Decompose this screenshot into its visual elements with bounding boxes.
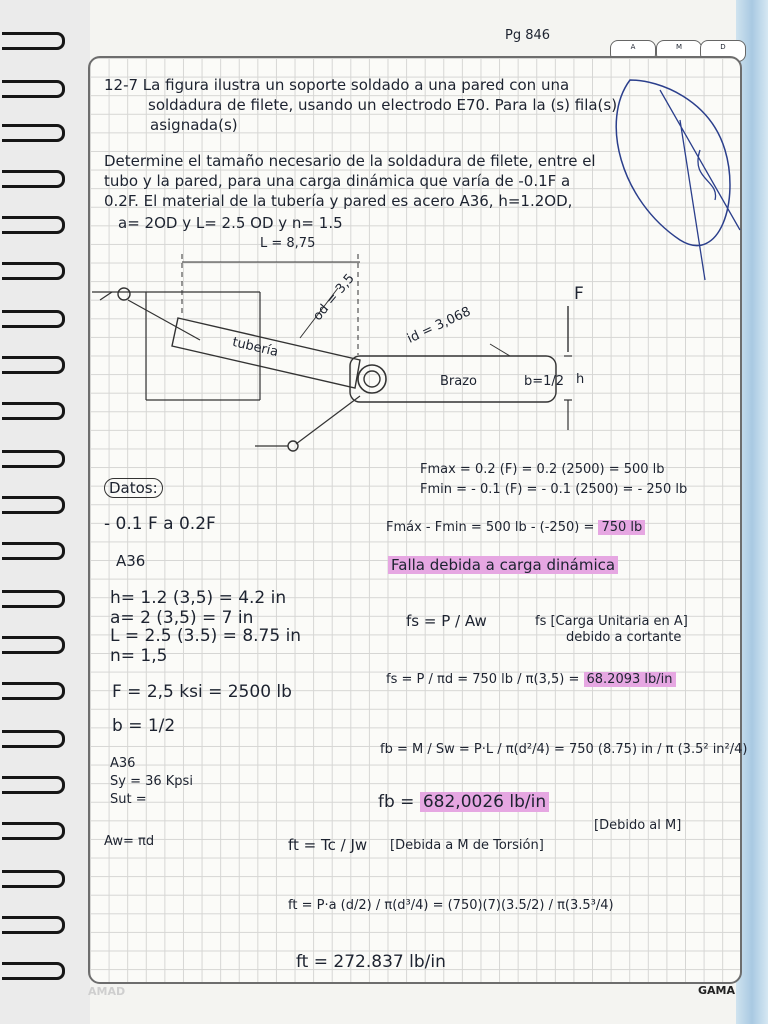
problem-line-5: tubo y la pared, para una carga dinámica que varía de -0.1F a — [104, 172, 571, 190]
problem-line-2: soldadura de filete, usando un electrodo E70. Para la (s) fila(s) — [148, 96, 618, 114]
problem-line-7: a= 2OD y L= 2.5 OD y n= 1.5 — [118, 214, 343, 232]
fb-note: [Debido al M] — [594, 818, 682, 833]
fs-calc-line — [386, 672, 676, 687]
datos-b: b = 1/2 — [112, 716, 176, 736]
problem-line-3: asignada(s) — [150, 116, 238, 134]
fs-calc: fs = P / πd = 750 lb / π(3,5) = — [386, 672, 580, 687]
fb-label: fb = — [378, 792, 415, 812]
ft-result: ft = 272.837 lb/in — [296, 952, 446, 972]
ft-note: [Debida a M de Torsión] — [390, 838, 544, 853]
problem-line-4: Determine el tamaño necesario de la soldadura de filete, entre el — [104, 152, 596, 170]
datos-h: h= 1.2 (3,5) = 4.2 in — [110, 588, 287, 608]
fb-result-line — [378, 792, 549, 812]
fb-formula: fb = M / Sw = P·L / π(d²/4) = 750 (8.75) in / π (3.5² in²/4) — [380, 742, 748, 757]
page-reference: Pg 846 — [505, 28, 551, 43]
fb-result: 682,0026 lb/in — [420, 792, 549, 812]
datos-aw: Aw= πd — [104, 834, 155, 849]
faint-brand-mark: AMAD — [88, 985, 126, 998]
fs-note-2: debido a cortante — [566, 630, 682, 645]
fs-result: 68.2093 lb/in — [584, 672, 676, 687]
datos-l: L = 2.5 (3.5) = 8.75 in — [110, 626, 302, 646]
datos-sut: Sut = — [110, 792, 147, 807]
ft-calc: ft = P·a (d/2) / π(d³/4) = (750)(7)(3.5/2) / π(3.5³/4) — [288, 898, 614, 913]
fmax-line: Fmax = 0.2 (F) = 0.2 (2500) = 500 lb — [420, 462, 665, 477]
range-line — [386, 520, 645, 535]
force-label: F — [574, 284, 584, 304]
arm-label: Brazo — [440, 374, 478, 389]
fs-formula: fs = P / Aw — [406, 612, 487, 630]
tab-a: A — [610, 40, 656, 62]
datos-a: a= 2 (3,5) = 7 in — [110, 608, 254, 628]
datos-title: Datos: — [104, 478, 163, 498]
range-result: 750 lb — [598, 520, 645, 535]
datos-material: A36 — [116, 552, 146, 570]
problem-line-1: 12-7 La figura ilustra un soporte soldado a una pared con una — [104, 76, 570, 94]
tab-m: M — [656, 40, 702, 62]
fmin-line: Fmin = - 0.1 (F) = - 0.1 (2500) = - 250 lb — [420, 482, 688, 497]
datos-load: - 0.1 F a 0.2F — [104, 514, 216, 534]
tab-d: D — [700, 40, 746, 62]
id-label: id = 3,068 — [405, 304, 474, 347]
ft-formula: ft = Tc / Jw — [288, 836, 368, 854]
height-label: h — [576, 372, 585, 387]
fs-note-1: fs [Carga Unitaria en A] — [535, 614, 688, 629]
datos-material-2: A36 — [110, 756, 136, 771]
falla-heading: Falla debida a carga dinámica — [388, 556, 618, 574]
length-label: L = 8,75 — [260, 236, 316, 251]
datos-f: F = 2,5 ksi = 2500 lb — [112, 682, 292, 702]
datos-sy: Sy = 36 Kpsi — [110, 774, 193, 789]
brand-logo: GAMA — [698, 984, 736, 997]
datos-n: n= 1,5 — [110, 646, 168, 666]
thickness-label: b=1/2 — [524, 374, 565, 389]
range-expression: Fmáx - Fmin = 500 lb - (-250) = — [386, 520, 595, 535]
tube-label: tubería — [230, 334, 280, 361]
problem-line-6: 0.2F. El material de la tubería y pared es acero A36, h=1.2OD, — [104, 192, 573, 210]
od-label: od = 3,5 — [310, 271, 358, 324]
